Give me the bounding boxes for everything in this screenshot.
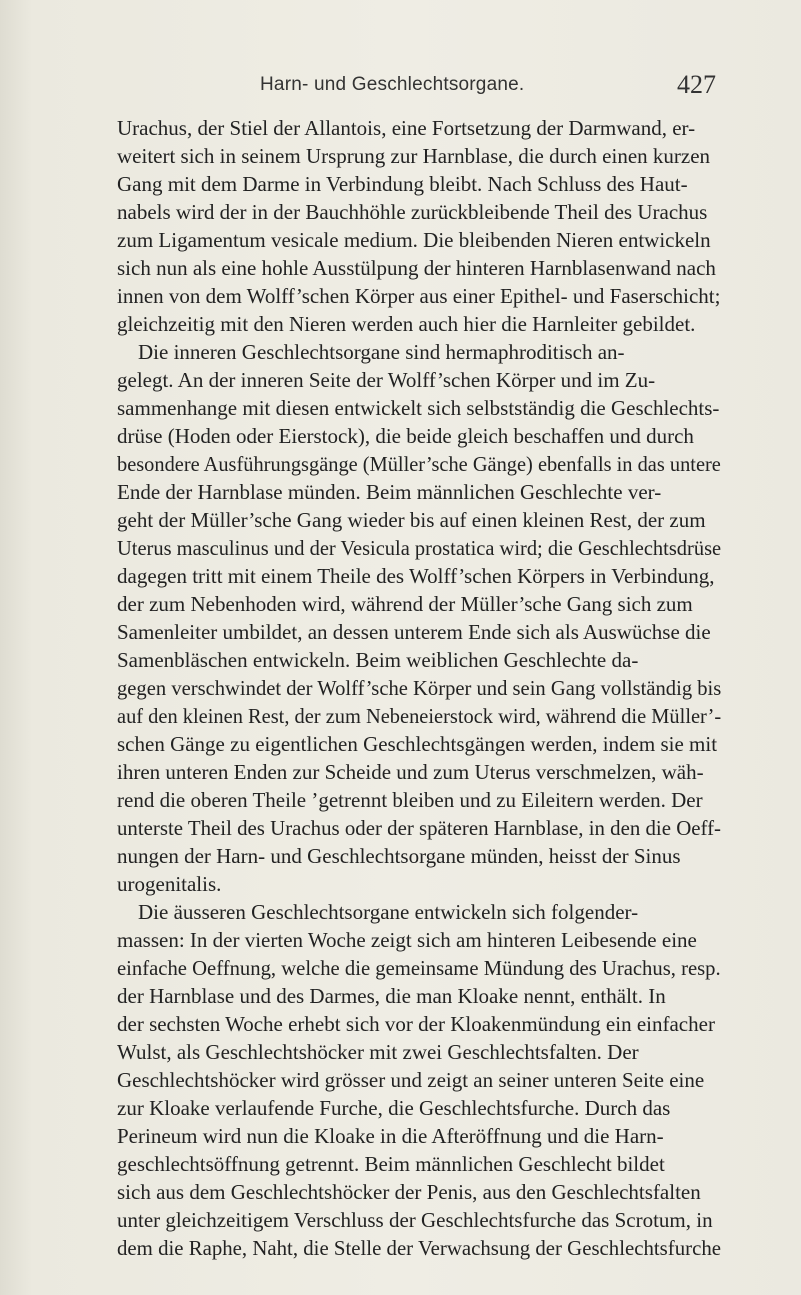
- text-line: zum Ligamentum vesicale medium. Die bleibenden Nieren entwickeln: [117, 228, 711, 252]
- text-line: gelegt. An der inneren Seite der Wolff’schen Körper und im Zu-: [117, 368, 656, 392]
- text-line: Wulst, als Geschlechtshöcker mit zwei Geschlechtsfalten. Der: [117, 1040, 639, 1064]
- text-line: Die äusseren Geschlechtsorgane entwickeln sich folgender-: [138, 900, 639, 924]
- text-line: der Harnblase und des Darmes, die man Kloake nennt, enthält. In: [117, 984, 666, 1008]
- text-line: dagegen tritt mit einem Theile des Wolff’schen Körpers in Verbindung,: [117, 564, 715, 588]
- text-line: unter gleichzeitigem Verschluss der Geschlechtsfurche das Scrotum, in: [117, 1208, 713, 1232]
- text-line: schen Gänge zu eigentlichen Geschlechtsgängen werden, indem sie mit: [117, 732, 718, 756]
- text-line: Samenleiter umbildet, an dessen unterem Ende sich als Auswüchse die: [117, 620, 711, 644]
- text-line: besondere Ausführungsgänge (Müller’sche Gänge) ebenfalls in das untere: [117, 452, 721, 476]
- text-line: Uterus masculinus und der Vesicula prostatica wird; die Geschlechtsdrüse: [117, 536, 722, 560]
- text-line: rend die oberen Theile ’getrennt bleiben und zu Eileitern werden. Der: [117, 788, 703, 812]
- text-line: der zum Nebenhoden wird, während der Müller’sche Gang sich zum: [117, 592, 693, 616]
- text-line: auf den kleinen Rest, der zum Nebeneierstock wird, während die Müller’-: [117, 704, 722, 728]
- text-line: urogenitalis.: [117, 872, 222, 896]
- text-line: nabels wird der in der Bauchhöhle zurückbleibende Theil des Urachus: [117, 200, 708, 224]
- text-line: sammenhange mit diesen entwickelt sich selbstständig die Geschlechts-: [117, 396, 720, 420]
- text-line: sich aus dem Geschlechtshöcker der Penis, aus den Geschlechtsfalten: [117, 1180, 701, 1204]
- text-line: sich nun als eine hohle Ausstülpung der hinteren Harnblasenwand nach: [117, 256, 716, 280]
- text-line: Samenbläschen entwickeln. Beim weiblichen Geschlechte da-: [117, 648, 639, 672]
- running-head: Harn- und Geschlechtsorgane.: [260, 74, 525, 95]
- page-number: 427: [677, 70, 716, 99]
- text-line: ihren unteren Enden zur Scheide und zum Uterus verschmelzen, wäh-: [117, 760, 704, 784]
- text-line: geschlechtsöffnung getrennt. Beim männlichen Geschlecht bildet: [117, 1152, 665, 1176]
- text-line: geht der Müller’sche Gang wieder bis auf einen kleinen Rest, der zum: [117, 508, 706, 532]
- text-line: Ende der Harnblase münden. Beim männlichen Geschlechte ver-: [117, 480, 662, 504]
- text-line: drüse (Hoden oder Eierstock), die beide gleich beschaffen und durch: [117, 424, 694, 448]
- text-line: dem die Raphe, Naht, die Stelle der Verwachsung der Geschlechtsfurche: [117, 1236, 721, 1260]
- text-line: unterste Theil des Urachus oder der späteren Harnblase, in den die Oeff-: [117, 816, 721, 840]
- text-line: der sechsten Woche erhebt sich vor der Kloakenmündung ein einfacher: [117, 1012, 715, 1036]
- text-line: Geschlechtshöcker wird grösser und zeigt an seiner unteren Seite eine: [117, 1068, 705, 1092]
- text-line: einfache Oeffnung, welche die gemeinsame Mündung des Urachus, resp.: [117, 956, 721, 980]
- text-line: gegen verschwindet der Wolff’sche Körper und sein Gang vollständig bis: [117, 676, 722, 700]
- text-line: Perineum wird nun die Kloake in die Afteröffnung und die Harn-: [117, 1124, 664, 1148]
- text-line: gleichzeitig mit den Nieren werden auch hier die Harnleiter gebildet.: [117, 312, 696, 336]
- text-line: weitert sich in seinem Ursprung zur Harnblase, die durch einen kurzen: [117, 144, 711, 168]
- text-line: zur Kloake verlaufende Furche, die Geschlechtsfurche. Durch das: [117, 1096, 671, 1120]
- text-line: Gang mit dem Darme in Verbindung bleibt. Nach Schluss des Haut-: [117, 172, 688, 196]
- text-line: nungen der Harn- und Geschlechtsorgane münden, heisst der Sinus: [117, 844, 681, 868]
- text-line: Urachus, der Stiel der Allantois, eine Fortsetzung der Darmwand, er-: [117, 116, 696, 140]
- text-line: massen: In der vierten Woche zeigt sich am hinteren Leibesende eine: [117, 928, 697, 952]
- text-line: Die inneren Geschlechtsorgane sind hermaphroditisch an-: [138, 340, 625, 364]
- text-line: innen von dem Wolff’schen Körper aus einer Epithel- und Faserschicht;: [117, 284, 721, 308]
